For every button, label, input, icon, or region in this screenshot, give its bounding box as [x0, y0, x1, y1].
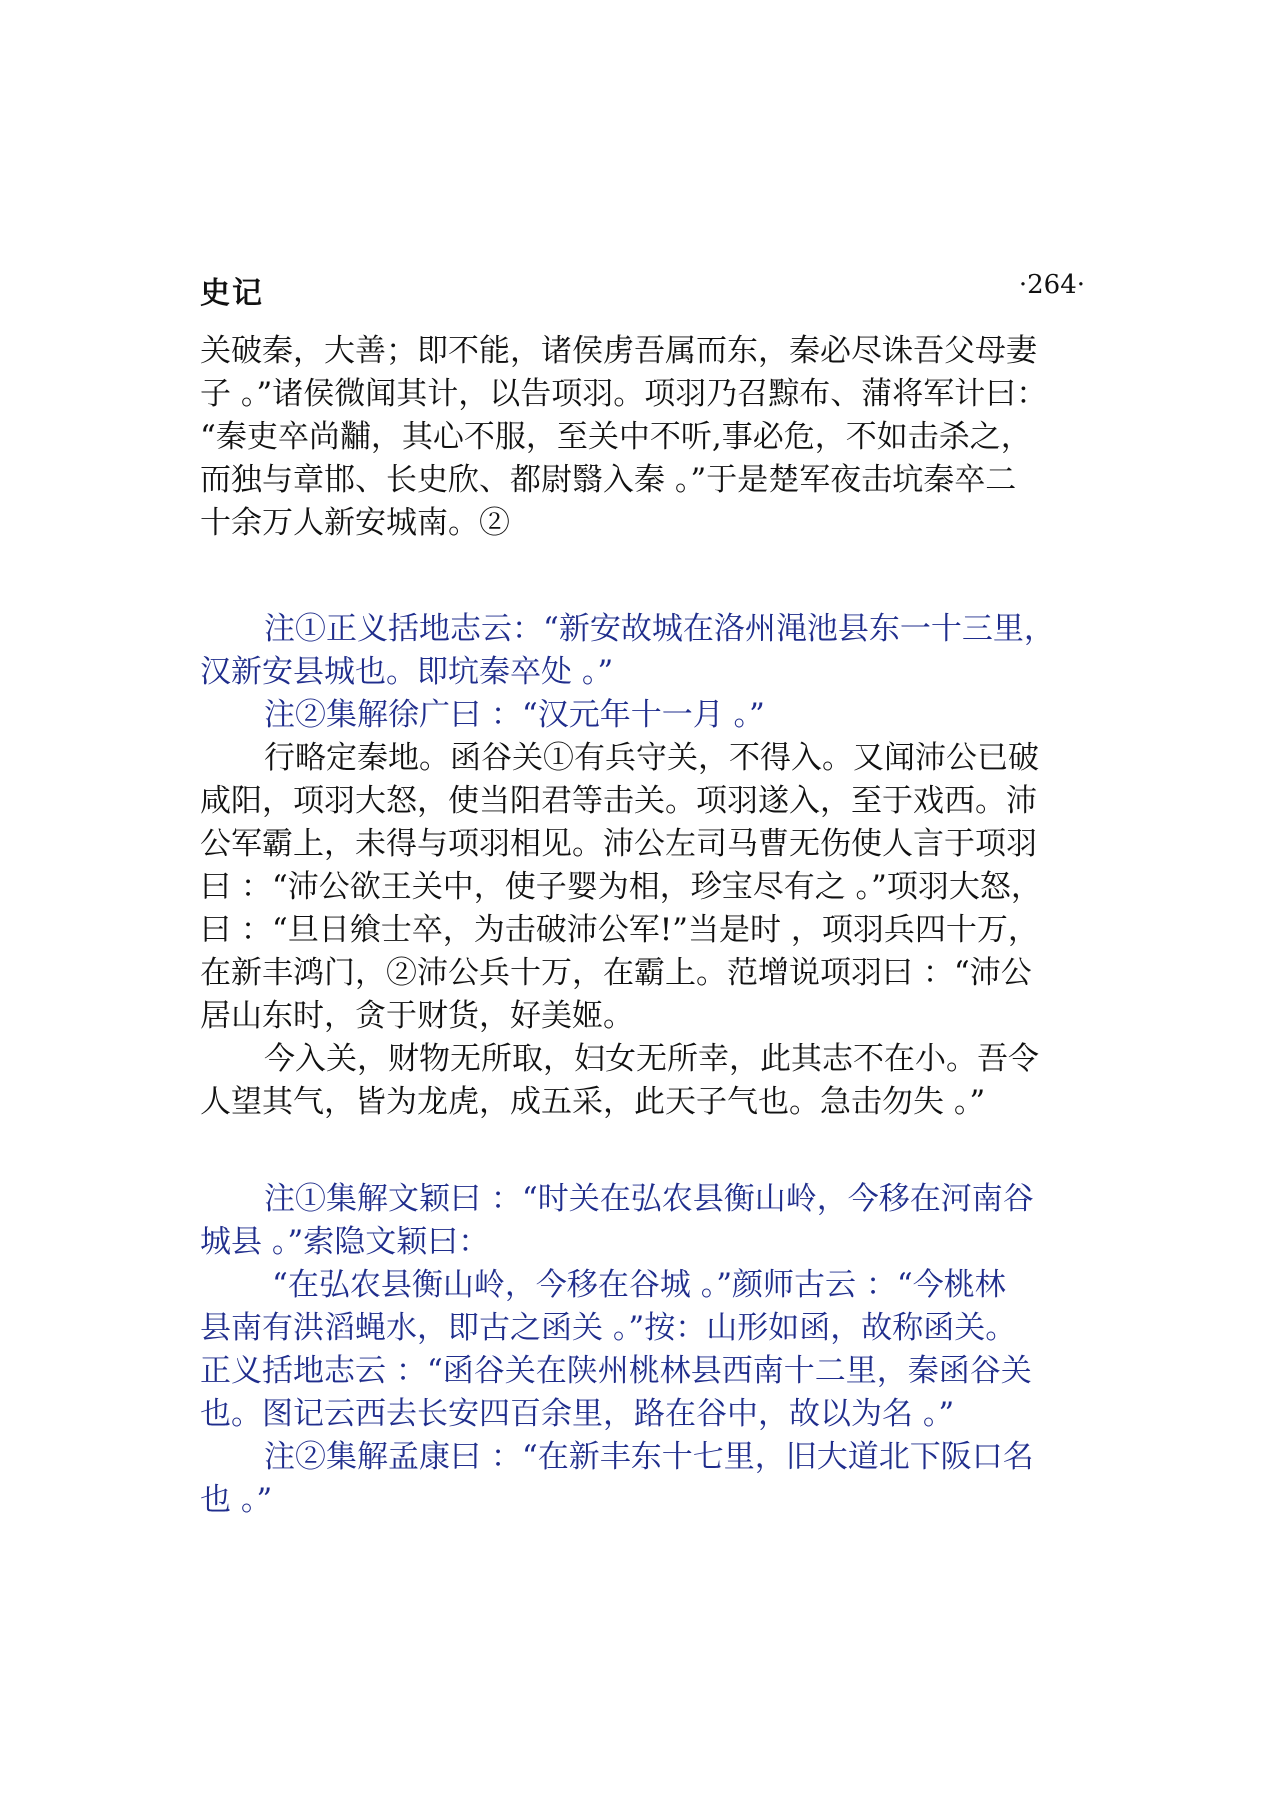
footnote-block-3: [200, 1178, 1100, 1522]
text-line: 咸阳，项羽大怒，使当阳君等击关。项羽遂入，至于戏西。沛: [200, 783, 1037, 819]
text-line: 居山东时，贪于财货，好美姬。: [200, 998, 634, 1034]
text-line: 十余万人新安城南。②: [200, 505, 510, 541]
footnote-line: 注①集解文颖曰 ：“时关在弘农县衡山岭，今移在河南谷: [264, 1181, 1034, 1217]
page-number: ·264·: [1018, 270, 1085, 300]
text-line: 在新丰鸿门，②沛公兵十万，在霸上。范增说项羽曰 ：“沛公: [200, 955, 1032, 991]
footnote-line: 也 。”: [200, 1482, 273, 1518]
footnote-line: 县南有洪滔蝇水，即古之函关 。”按：山形如函，故称函关。: [200, 1310, 1017, 1346]
text-line: 公军霸上，未得与项羽相见。沛公左司马曹无伤使人言于项羽: [200, 826, 1037, 862]
text-line: 关破秦，大善；即不能，诸侯虏吾属而东，秦必尽诛吾父母妻: [200, 333, 1037, 369]
text-block-2: [200, 608, 1100, 1124]
text-line: 子 。”诸侯微闻其计，以告项羽。项羽乃召黥布、蒲将军计曰：: [200, 376, 1048, 412]
text-line: 曰 ：“旦日飨士卒，为击破沛公军!”当是时 ，项羽兵四十万，: [200, 912, 1039, 948]
footnote-line: 注②集解孟康曰 ：“在新丰东十七里，旧大道北下阪口名: [264, 1439, 1034, 1475]
footnote-line: 注①正义括地志云：“新安故城在洛州渑池县东一十三里，: [264, 611, 1055, 647]
text-line: 而独与章邯、长史欣、都尉翳入秦 。”于是楚军夜击坑秦卒二: [200, 462, 1017, 498]
text-line: “秦吏卒尚黼，其心不服，至关中不听,事必危，不如击杀之，: [200, 419, 1032, 455]
text-line: 人望其气，皆为龙虎，成五采，此天子气也。急击勿失 。”: [200, 1084, 986, 1120]
text-line: 行略定秦地。函谷关①有兵守关，不得入。又闻沛公已破: [264, 740, 1039, 776]
text-line: 曰 ：“沛公欲王关中，使子婴为相，珍宝尽有之 。”项羽大怒，: [200, 869, 1042, 905]
footnote-line: 汉新安县城也。即坑秦卒处 。”: [200, 654, 614, 690]
footnote-line: 城县 。”索隐文颖曰：: [200, 1224, 490, 1260]
main-text-block-1: [200, 330, 1100, 545]
footnote-line: 也。图记云西去长安四百余里，路在谷中，故以为名 。”: [200, 1396, 955, 1432]
footnote-line: 正义括地志云 ：“函谷关在陕州桃林县西南十二里，秦函谷关: [200, 1353, 1032, 1389]
book-title: 史记: [200, 276, 264, 311]
page-header: [200, 268, 1085, 311]
footnote-line: “在弘农县衡山岭，今移在谷城 。”颜师古云 ：“今桃林: [272, 1267, 1006, 1303]
footnote-line: 注②集解徐广曰 ：“汉元年十一月 。”: [264, 697, 765, 733]
text-line: 今入关，财物无所取，妇女无所幸，此其志不在小。吾令: [264, 1041, 1039, 1077]
